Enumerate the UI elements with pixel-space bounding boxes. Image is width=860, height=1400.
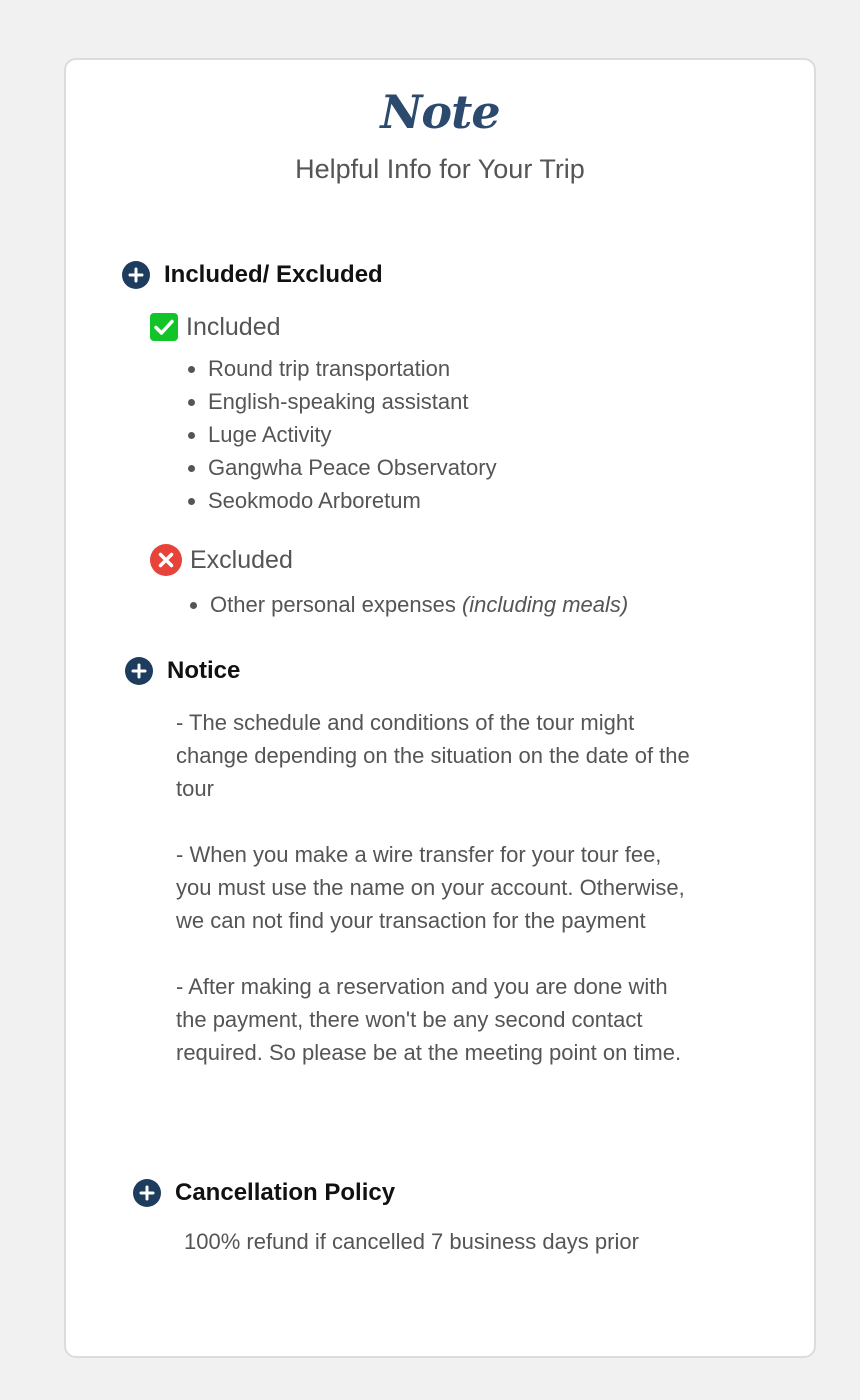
page-title: Note — [380, 85, 500, 139]
list-item: English-speaking assistant — [186, 385, 497, 418]
section-cancellation-policy[interactable] — [133, 1178, 395, 1208]
notice-paragraph: - When you make a wire transfer for your tour fee, you must use the name on your account. Otherwise, we can not find your transaction for the payment — [176, 842, 685, 933]
excluded-heading — [150, 544, 293, 576]
excluded-item-note: (including meals) — [461, 592, 629, 617]
list-item: Luge Activity — [186, 418, 497, 451]
check-box-icon — [150, 313, 178, 341]
list-item: Gangwha Peace Observatory — [186, 451, 497, 484]
cancellation-text: 100% refund if cancelled 7 business days prior — [184, 1229, 639, 1254]
included-heading — [150, 312, 281, 342]
notice-text — [176, 706, 696, 1102]
notice-paragraph: - The schedule and conditions of the tour might change depending on the situation on the date of the tour — [176, 710, 690, 801]
plus-circle-icon — [125, 657, 153, 685]
section-heading: Included/ Excluded — [164, 261, 383, 288]
note-card — [64, 58, 816, 1358]
included-label: Included — [186, 313, 281, 341]
page-subtitle: Helpful Info for Your Trip — [295, 154, 585, 184]
list-item: Round trip transportation — [186, 352, 497, 385]
plus-circle-icon — [122, 261, 150, 289]
list-item: Seokmodo Arboretum — [186, 484, 497, 517]
section-heading: Cancellation Policy — [175, 1179, 396, 1206]
plus-circle-icon — [133, 1179, 161, 1207]
excluded-list — [188, 588, 628, 621]
excluded-item-text: Other personal expenses — [210, 592, 462, 617]
section-notice[interactable] — [125, 656, 240, 686]
x-circle-icon — [150, 544, 182, 576]
notice-paragraph: - After making a reservation and you are done with the payment, there won't be any second contact required. So please be at the meeting point on time. — [176, 974, 682, 1065]
section-included-excluded[interactable] — [122, 260, 383, 290]
excluded-label: Excluded — [190, 546, 293, 574]
section-heading: Notice — [167, 657, 241, 684]
list-item — [188, 588, 628, 621]
included-list — [186, 352, 497, 517]
